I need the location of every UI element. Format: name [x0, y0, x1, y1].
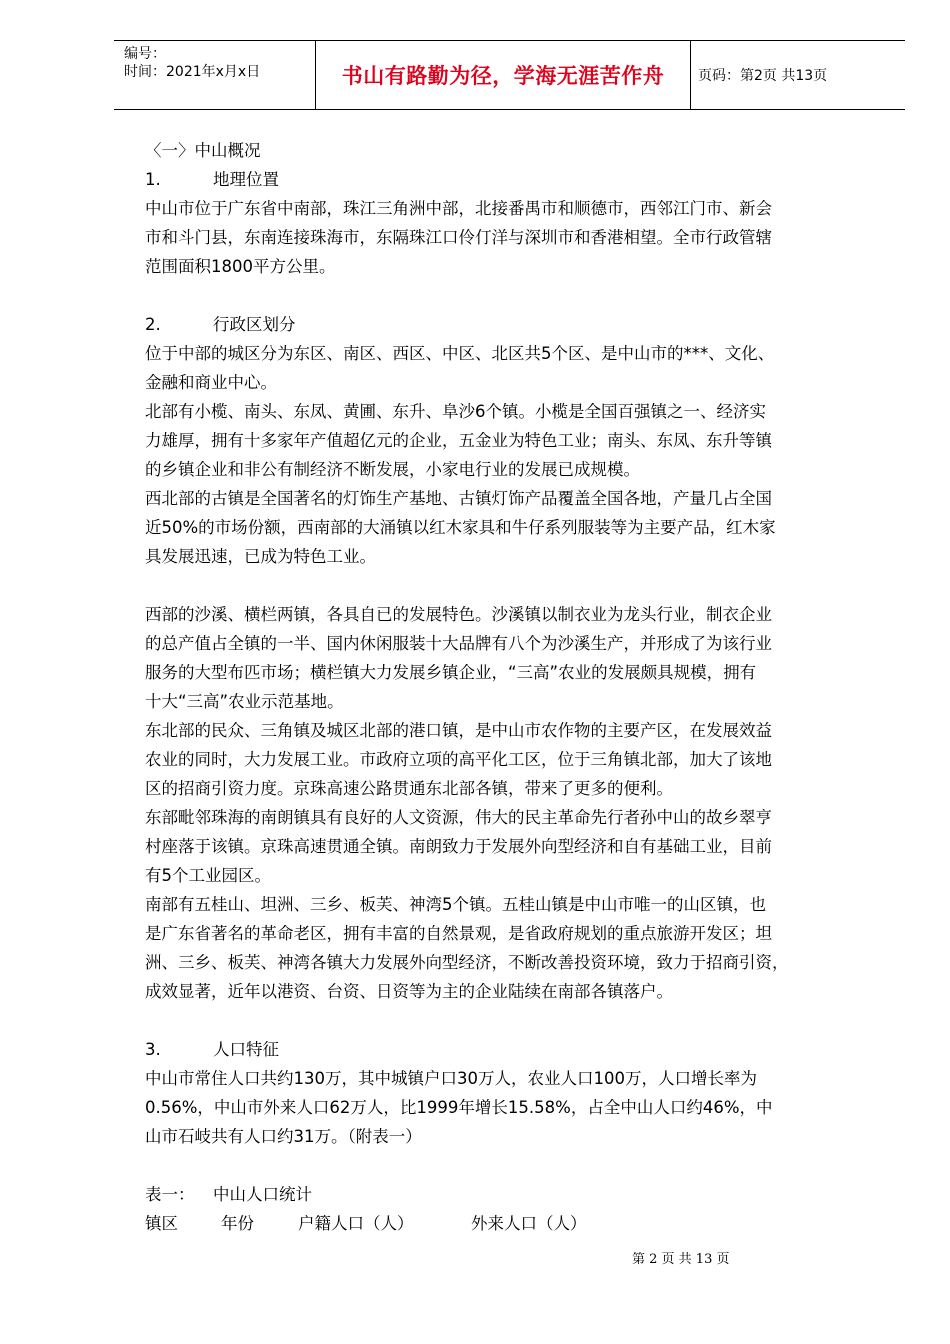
text-line: 东部毗邻珠海的南朗镇具有良好的人文资源，伟大的民主革命先行者孙中山的故乡翠亨: [145, 808, 772, 827]
column-header: 户籍人口（人）: [298, 1214, 414, 1233]
text-line: 十大“三高”农业示范基地。: [145, 692, 344, 711]
subsection-heading-population: [145, 1035, 890, 1064]
text-line: 服务的大型布匹市场；横栏镇大力发展乡镇企业，“三高”农业的发展颇具规模，拥有: [145, 663, 757, 682]
document-body: [145, 136, 890, 1238]
paragraph-admin-west: [145, 600, 890, 716]
paragraph-admin-east: [145, 803, 890, 890]
subsection-title: 地理位置: [213, 170, 279, 189]
document-time-label: 时间：2021年x月x日: [124, 64, 261, 80]
text-line: 东北部的民众、三角镇及城区北部的港口镇，是中山市农作物的主要产区，在发展效益: [145, 721, 772, 740]
table-caption-label: 表一：: [145, 1185, 195, 1204]
text-line: 范围面积1800平方公里。: [145, 257, 336, 276]
paragraph-admin-south: [145, 890, 890, 1006]
paragraph-admin-central: [145, 339, 890, 397]
text-line: 市和斗门县，东南连接珠海市，东隔珠江口伶仃洋与深圳市和香港相望。全市行政管辖: [145, 228, 772, 247]
table-caption-title: 中山人口统计: [213, 1185, 312, 1204]
subsection-title: 人口特征: [213, 1040, 279, 1059]
paragraph-admin-northwest: [145, 484, 890, 571]
text-line: 近50%的市场份额，西南部的大涌镇以红木家具和牛仔系列服装等为主要产品，红木家: [145, 518, 776, 537]
subsection-heading-admin: [145, 310, 890, 339]
subsection-number: 3.: [145, 1040, 161, 1059]
text-line: 力雄厚，拥有十多家年产值超亿元的企业，五金业为特色工业；南头、东凤、东升等镇: [145, 431, 772, 450]
text-line: 西部的沙溪、横栏两镇，各具自已的发展特色。沙溪镇以制衣业为龙头行业，制衣企业: [145, 605, 772, 624]
text-line: 是广东省著名的革命老区，拥有丰富的自然景观，是省政府规划的重点旅游开发区；坦: [145, 924, 772, 943]
subsection-number: 1.: [145, 170, 161, 189]
text-line: 成效显著，近年以港资、台资、日资等为主的企业陆续在南部各镇落户。: [145, 982, 673, 1001]
text-line: 南部有五桂山、坦洲、三乡、板芙、神湾5个镇。五桂山镇是中山市唯一的山区镇，也: [145, 895, 766, 914]
header-motto: 书山有路勤为径，学海无涯苦作舟: [341, 64, 665, 88]
text-line: 北部有小榄、南头、东凤、黄圃、东升、阜沙6个镇。小榄是全国百强镇之一、经济实: [145, 402, 766, 421]
text-line: 0.56%，中山市外来人口62万人，比1999年增长15.58%，占全中山人口约46%，中: [145, 1098, 773, 1117]
column-header: 年份: [221, 1214, 254, 1233]
header-page-cell: [690, 41, 905, 109]
table-header-row: [145, 1209, 890, 1238]
header-motto-cell: [315, 41, 691, 109]
column-header: 外来人口（人）: [471, 1214, 587, 1233]
text-line: 位于中部的城区分为东区、南区、西区、中区、北区共5个区、是中山市的***、文化、: [145, 344, 775, 363]
text-line: 区的招商引资力度。京珠高速公路贯通东北部各镇，带来了更多的便利。: [145, 779, 673, 798]
text-line: 西北部的古镇是全国著名的灯饰生产基地、古镇灯饰产品覆盖全国各地，产量几占全国: [145, 489, 772, 508]
text-line: 有5个工业园区。: [145, 866, 271, 885]
table-caption: [145, 1180, 890, 1209]
subsection-heading-geo: [145, 165, 890, 194]
document-header: [114, 40, 905, 110]
text-line: 中山市常住人口共约130万，其中城镇户口30万人，农业人口100万，人口增长率为: [145, 1069, 757, 1088]
text-line: 中山市位于广东省中南部，珠江三角洲中部，北接番禺市和顺德市，西邻江门市、新会: [145, 199, 772, 218]
text-line: 洲、三乡、板芙、神湾各镇大力发展外向型经济，不断改善投资环境，致力于招商引资，: [145, 953, 789, 972]
subsection-title: 行政区划分: [213, 315, 296, 334]
header-page-number: 页码：第2页 共13页: [698, 68, 828, 84]
paragraph-geo: [145, 194, 890, 281]
subsection-number: 2.: [145, 315, 161, 334]
column-header: 镇区: [145, 1214, 178, 1233]
text-line: 具发展迅速，已成为特色工业。: [145, 547, 376, 566]
paragraph-admin-north: [145, 397, 890, 484]
text-line: 山市石岐共有人口约31万。（附表一）: [145, 1127, 422, 1146]
text-line: 的乡镇企业和非公有制经济不断发展，小家电行业的发展已成规模。: [145, 460, 640, 479]
text-line: 金融和商业中心。: [145, 373, 277, 392]
footer-page-number: 第 2 页 共 13 页: [632, 1252, 730, 1267]
text-line: 的总产值占全镇的一半、国内休闲服装十大品牌有八个为沙溪生产，并形成了为该行业: [145, 634, 772, 653]
paragraph-population: [145, 1064, 890, 1151]
paragraph-admin-northeast: [145, 716, 890, 803]
header-meta: [114, 41, 314, 109]
text-line: 村座落于该镇。京珠高速贯通全镇。南朗致力于发展外向型经济和自有基础工业，目前: [145, 837, 772, 856]
text-line: 农业的同时，大力发展工业。市政府立项的高平化工区，位于三角镇北部，加大了该地: [145, 750, 772, 769]
section-title: 〈一〉中山概况: [145, 141, 261, 160]
document-number-label: 编号：: [124, 46, 166, 62]
